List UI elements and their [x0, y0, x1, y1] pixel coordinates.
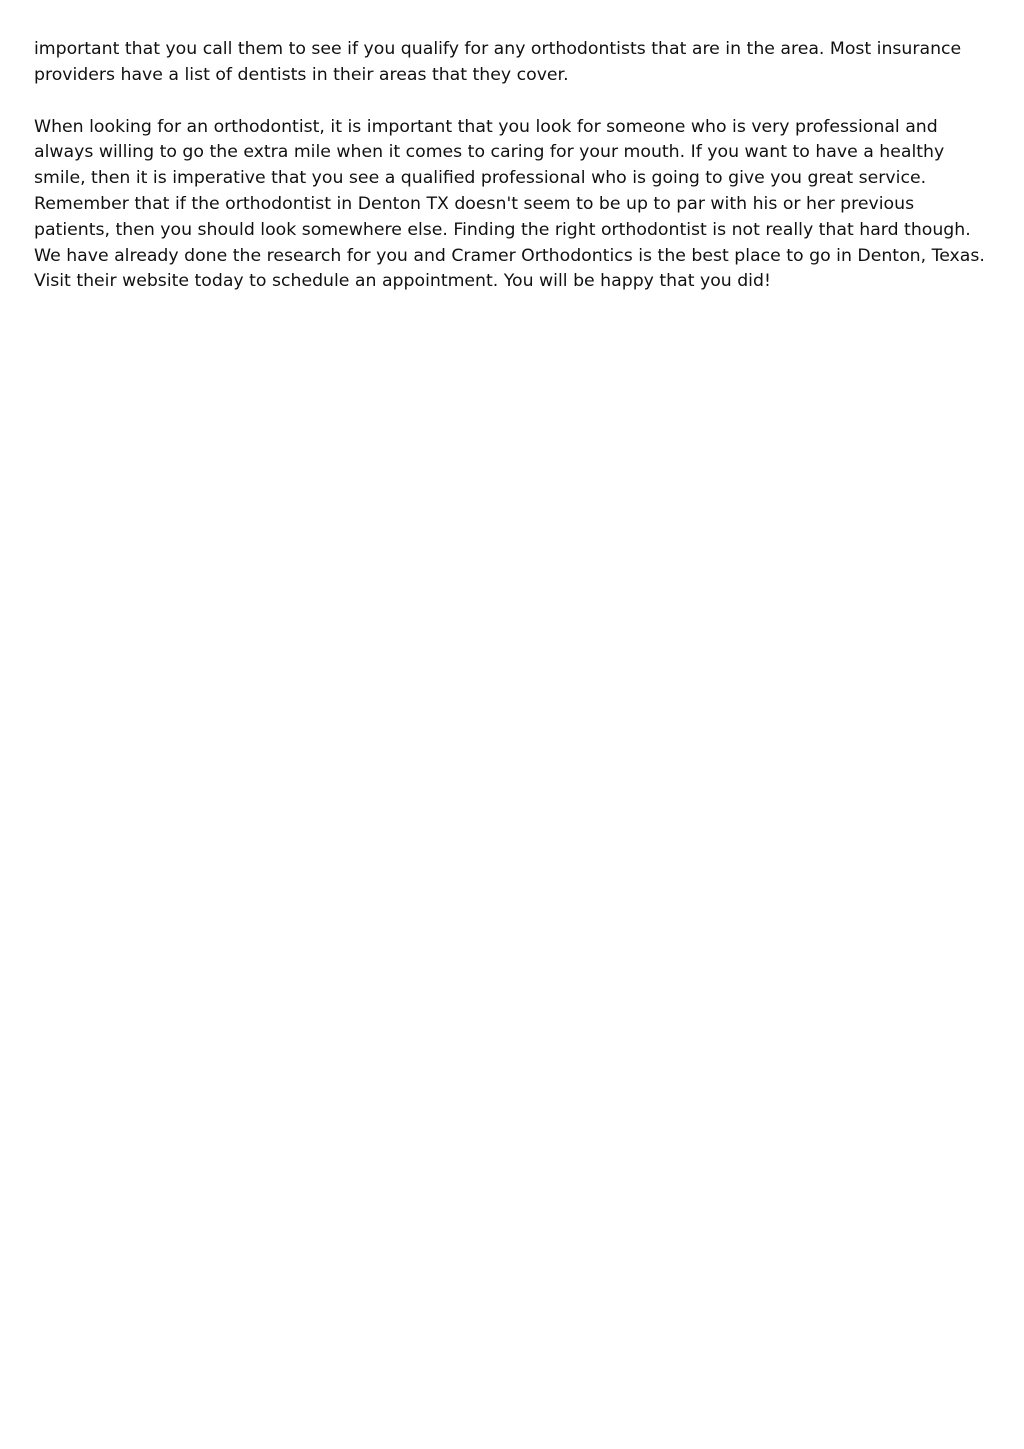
paragraph-insurance: important that you call them to see if you qualify for any orthodontists that are in the area. Most insurance providers have a list of dentists in their areas that they cover.	[34, 39, 962, 85]
paragraph-finding-orthodontist: When looking for an orthodontist, it is important that you look for someone who is very professional and always willing to go the extra mile when it comes to caring for your mouth. If you want to have a healthy smile, then it is imperative that you see a qualified professional who is going to give you great service. Remember that if the orthodontist in Denton TX doesn't seem to be up to par with his or her previous patients, then you should look somewhere else. Finding the right orthodontist is not really that hard though. We have already done the research for you and Cramer Orthodontics is the best place to go in Denton, Texas. Visit their website today to schedule an appointment. You will be happy that you did!	[34, 116, 985, 292]
document-page	[34, 37, 990, 321]
